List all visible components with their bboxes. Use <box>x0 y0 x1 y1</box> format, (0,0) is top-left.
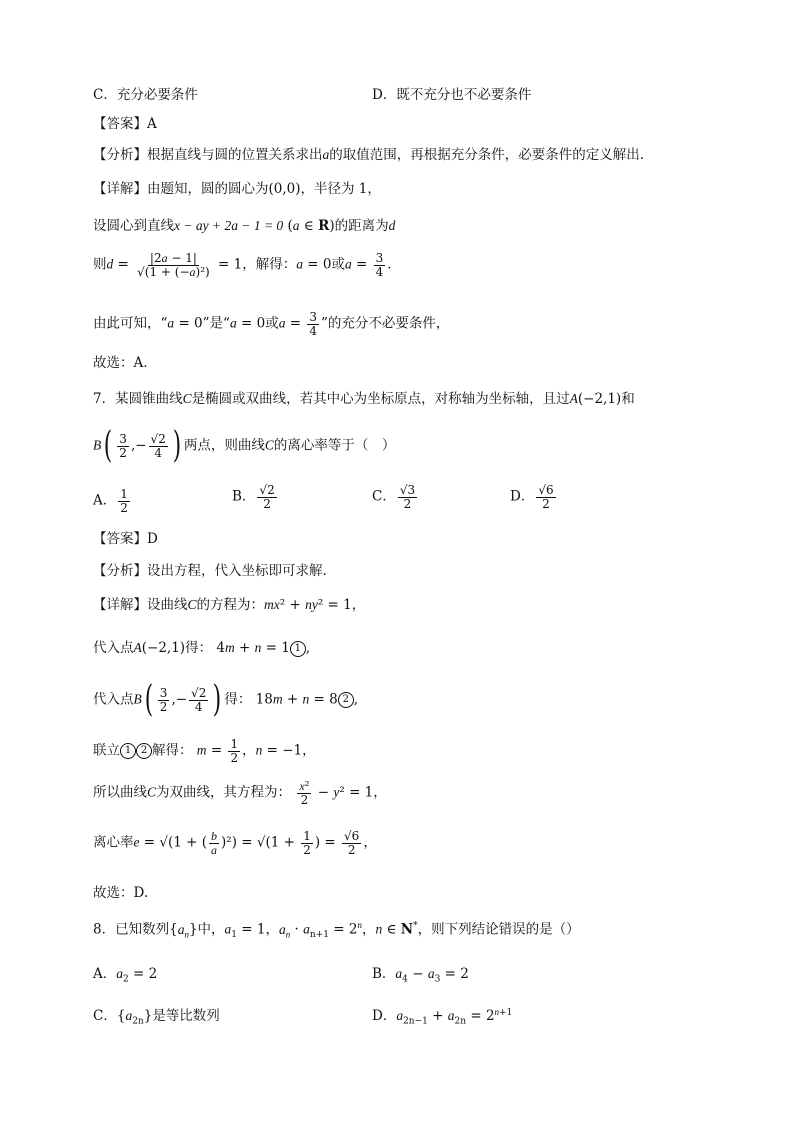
q6-detail-2: 设圆心到直线x − ay + 2a − 1 = 0 (a ∈ R)的距离为d <box>93 218 396 234</box>
q7-detail-5: 所以曲线C为双曲线，其方程为： $\frac{\text{x²}}{2}$ − y² = 1， <box>93 779 387 807</box>
q7-choose: 故选：D. <box>93 885 149 901</box>
q6-detail-4: 由此可知，“a = 0”是“a = 0或a = $\frac{3}{4}$ ”的充分不必要条件， <box>93 310 450 338</box>
q7-detail-3: 代入点B( $\frac{3}{2}$ ,− $\frac{√2}{4}$ ) 得： 18m + n = 8 2 , <box>93 679 359 720</box>
q8-option-b: B．$a_4 - a_3 = 2$ <box>372 966 469 985</box>
q8-option-c: C．$\{a_{2n}\}$是等比数列 <box>93 1008 220 1027</box>
q7-detail-6: 离心率e = √(1 + ( $\frac{b}{a}$ )²) = √(1 + $\frac{1}{2}$ ) = $\frac{√6}{2}$ ， <box>93 829 377 857</box>
q8-option-a: A．$a_2 = 2$ <box>93 966 158 985</box>
q7-option-c: C． $\frac{√3}{2}$ <box>372 483 416 511</box>
q7-option-d: D． $\frac{√6}{2}$ <box>510 483 554 511</box>
q7-analysis: 【分析】设出方程，代入坐标即可求解. <box>93 563 327 579</box>
q6-answer: 【答案】A <box>93 116 157 132</box>
q7-detail-4: 联立 1 2 解得： m = $\frac{1}{2}$ ，n = −1， <box>93 737 316 765</box>
q6-choose: 故选：A. <box>93 355 148 371</box>
q7-stem-line2: B( $\frac{3}{2}$ ,− $\frac{√2}{4}$ ) 两点，则曲线C的离心率等于（ ） <box>93 425 396 466</box>
q6-option-d: D．既不充分也不必要条件 <box>372 87 532 103</box>
q7-stem-line1: 7．某圆锥曲线C是椭圆或双曲线，若其中心为坐标原点，对称轴为坐标轴，且过A(−2,1)和 <box>93 391 635 407</box>
q7-option-a: A． $\frac{1}{2}$ <box>93 487 128 515</box>
q6-option-c: C．充分必要条件 <box>93 87 198 103</box>
q8-option-d: D．$a_{2n-1} + a_{2n} = 2^{n+1}$ <box>372 1006 513 1027</box>
q6-detail-3: 则d = $\frac{|2a - 1|}{\text{√(1 + (−a)²)}}$ = 1，解得：a = 0或a = $\frac{3}{4}$ . <box>93 251 392 279</box>
q7-detail-2: 代入点A(−2,1)得： 4m + n = 1 1 , <box>93 640 311 656</box>
q6-detail-1: 【详解】由题知，圆的圆心为(0,0)，半径为 1， <box>93 181 381 197</box>
q8-stem: 8．已知数列$\{a_n\}$中，$a_1 = 1$，$a_n \cdot a_{n+1} = 2^n$，n ∈ N*，则下列结论错误的是（） <box>93 920 580 941</box>
q7-answer: 【答案】D <box>93 531 158 547</box>
q7-option-b: B． $\frac{√2}{2}$ <box>232 483 275 511</box>
q7-detail-1: 【详解】设曲线C的方程为：mx² + ny² = 1， <box>93 597 366 613</box>
q6-analysis: 【分析】根据直线与圆的位置关系求出a的取值范围，再根据充分条件，必要条件的定义解出. <box>93 147 645 163</box>
